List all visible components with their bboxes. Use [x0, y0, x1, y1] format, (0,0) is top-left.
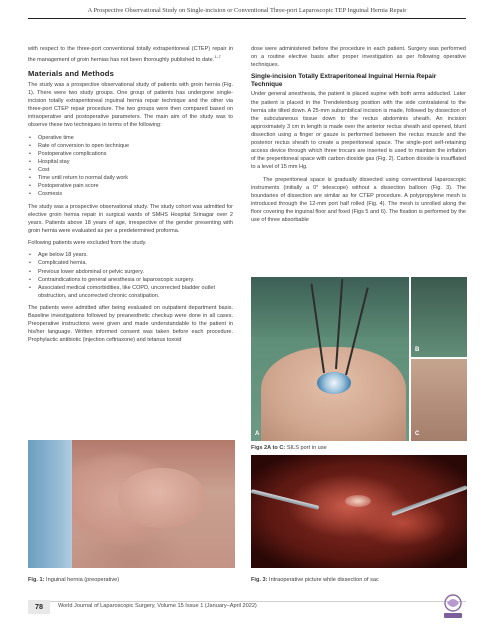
list-item: • Associated medical comorbidities, like COPD, uncorrected bladder outlet obstruction, and uncorrected chronic constipation.	[28, 284, 233, 300]
list-item: • Previous lower abdominal or pelvic surgery.	[28, 268, 233, 276]
intro-reference: 1–7	[214, 54, 221, 60]
list-item: • Age below 18 years.	[28, 251, 233, 259]
exclusion-intro: Following patients were excluded from the study.	[28, 240, 147, 247]
header-rule	[28, 18, 466, 19]
right-paragraph-3: The preperitoneal space is gradually dissected using conventional laparoscopic instruments (initially a 0° telescope) without a dissection balloon (Fig. 3). The boundaries of dissection are similar as for CTEP procedure. A polypropylene mesh is introduced through the 12-mm port half rolled (Fig. 4). The mesh is unrolled along the floor covering the inguinal floor and fixed (Figs 5 and 6). The fixation is performed by the use of three absorbable	[251, 176, 466, 224]
panel-label-c: C	[415, 431, 420, 437]
list-item: • Complicated hernia.	[28, 259, 233, 267]
figure-1-inguinal-hernia	[28, 440, 235, 568]
list-item: • Rate of conversion to open technique	[28, 142, 233, 150]
list-item: • Time until return to normal daily work	[28, 174, 233, 182]
sils-port	[317, 372, 351, 394]
abdomen-skin	[261, 347, 406, 441]
intro-text: with respect to the three-port conventional totally extraperitoneal (CTEP) repair in the management of groin hernias has not been thoroughly published to date.	[28, 46, 233, 63]
intro-paragraph	[28, 45, 233, 64]
hernia-swelling	[118, 468, 206, 528]
panel-label-a: A	[255, 431, 260, 437]
aims-list	[28, 134, 233, 199]
list-item: • Postoperative pain score	[28, 182, 233, 190]
right-paragraph-1: dose were administered before the procedure in each patient. Surgery was performed on a routine elective basis after proper investigation as per following operative techniques.	[251, 46, 466, 69]
tissue-highlight	[345, 495, 371, 507]
footer-rule	[28, 601, 466, 602]
exclusion-list	[28, 251, 233, 300]
list-item: • Cost	[28, 166, 233, 174]
methods-paragraph-1: The study was a prospective observational study of patients with groin hernia (Fig. 1). There were two study groups. One group of patients has undergone single-incision totally extraperitoneal inguinal hernia repair technique and the other via three-port CTEP repair procedure. The two groups were then compared based on intraoperative and postoperative parameters. The main aim of the study was to observe these two techniques in terms of the following:	[28, 82, 233, 129]
gloved-hand	[28, 440, 72, 568]
list-item: • Contraindications to general anesthesia or laparoscopic surgery.	[28, 276, 233, 284]
figure-3-intraoperative	[251, 455, 467, 568]
caption-text: SILS port in use	[285, 445, 327, 451]
figure-1-caption	[28, 577, 119, 584]
caption-label: Fig. 1:	[28, 577, 45, 583]
right-column	[251, 45, 466, 228]
caption-text: Intraoperative picture while dissection of sac	[267, 577, 379, 583]
grasper-instrument	[251, 489, 319, 510]
methods-paragraph-3: The patients were admitted after being evaluated on outpatient department basis. Baseline investigations followed by preanesthetic checkup were done in all cases. Preoperative instructions were given and made understandable to the patient in his/her language. Written informed consent was taken before each procedure. Prophylactic antibiotic (injection ceftriaxone) and tetanus toxoid	[28, 304, 233, 344]
caption-label: Fig. 3:	[251, 577, 268, 583]
list-item: • Postoperative complications	[28, 150, 233, 158]
panel-b-image	[411, 277, 467, 357]
figure-2-caption	[251, 445, 327, 452]
left-column	[28, 45, 233, 349]
journal-citation: World Journal of Laparoscopic Surgery, Volume 15 Issue 1 (January–April 2022)	[58, 603, 257, 609]
list-item: • Operative time	[28, 134, 233, 142]
panel-c-image	[411, 359, 467, 441]
publisher-logo-icon	[440, 592, 466, 620]
caption-label: Figs 2A to C:	[251, 445, 286, 451]
methods-heading: Materials and Methods	[28, 69, 115, 79]
list-item: • Hospital stay	[28, 158, 233, 166]
panel-divider	[409, 277, 411, 441]
panel-label-b: B	[415, 347, 420, 353]
technique-subheading: Single-incision Totally Extraperitoneal Inguinal Hernia Repair Technique	[251, 73, 437, 89]
figure-2-sils-port	[251, 277, 467, 441]
list-item: • Cosmesis	[28, 190, 233, 198]
right-paragraph-2: Under general anesthesia, the patient is placed supine with both arms adducted. Later the patient is placed in the Trendelenburg position with the side contralateral to the hernia site tilted down. A 25-mm subumbilical incision is made, followed by dissection of the subcutaneous tissue down to the rectus abdominis sheath. An incision approximately 3 cm in length is made over the anterior rectus sheath and opened, blunt dissection using a finger or gauze is performed between the rectus muscle and the posterior rectus sheath to create a preperitoneal space. The single-port self-retaining access device through which three trocars are inserted is used to maintain the inflation of the preperitoneal space with carbon dioxide gas (Fig. 2). Carbon dioxide is insufflated to a level of 15 mm Hg.	[251, 91, 466, 171]
panel-divider	[411, 357, 467, 359]
dissector-instrument	[391, 485, 467, 516]
running-head: A Prospective Observational Study on Single-incision or Conventional Three-port Laparoscopic TEP Inguinal Hernia Repair	[87, 7, 407, 14]
caption-text: Inguinal hernia (preoperative)	[44, 577, 120, 583]
methods-paragraph-2: The study was a prospective observational study. The study cohort was admitted for elective groin hernia repair in surgical wards of SMHS Hospital Srinagar over 2 years. Patients above 18 years of age, irrespective of the gender presenting with groin hernia were evaluated as per a predetermined proforma.	[28, 203, 233, 234]
page-number: 78	[28, 600, 50, 614]
figure-3-caption	[251, 577, 379, 584]
